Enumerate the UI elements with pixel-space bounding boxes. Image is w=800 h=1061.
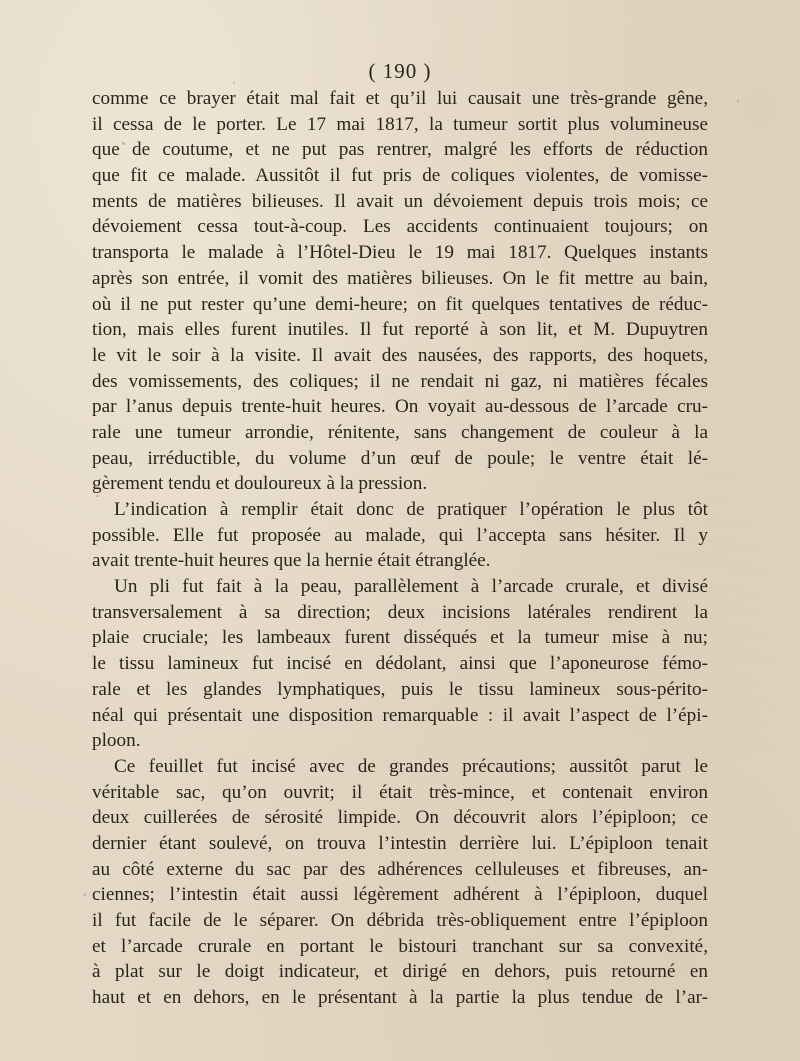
text-line: avait trente-huit heures que la hernie était étranglée. <box>92 550 491 572</box>
text-line: rale et les glandes lymphatiques, puis le tissu lamineux sous-périto- <box>92 678 708 700</box>
paper-speck <box>233 82 235 84</box>
text-line: que fit ce malade. Aussitôt il fut pris de coliques violentes, de vomisse- <box>92 165 708 187</box>
paper-speck <box>96 495 99 497</box>
paragraph-start-line: Ce feuillet fut incisé avec de grandes précautions; aussitôt parut le <box>114 755 708 777</box>
text-line: transporta le malade à l’Hôtel-Dieu le 19 mai 1817. Quelques instants <box>92 242 708 264</box>
paragraph-start-line: L’indication à remplir était donc de pratiquer l’opération le plus tôt <box>114 499 708 520</box>
text-line: transversalement à sa direction; deux incisions latérales rendirent la <box>92 601 708 623</box>
paper-speck <box>122 142 125 145</box>
text-line: après son entrée, il vomit des matières bilieuses. On le fit mettre au bain, <box>92 267 708 289</box>
text-line: néal qui présentait une disposition remarquable : il avait l’aspect de l’épi- <box>92 704 708 726</box>
text-line: dévoiement cessa tout-à-coup. Les accidents continuaient toujours; on <box>92 216 708 238</box>
text-line: des vomissements, des coliques; il ne rendait ni gaz, ni matières fécales <box>92 370 708 392</box>
text-line: au côté externe du sac par des adhérences celluleuses et fibreuses, an- <box>92 858 708 880</box>
text-line: tion, mais elles furent inutiles. Il fut reporté à son lit, et M. Dupuytren <box>92 319 708 341</box>
text-line: ments de matières bilieuses. Il avait un dévoiement depuis trois mois; ce <box>92 190 708 212</box>
text-line: où il ne put rester qu’une demi-heure; on fit quelques tentatives de réduc- <box>92 293 708 315</box>
text-line: à plat sur le doigt indicateur, et dirigé en dehors, puis retourné en <box>92 961 708 983</box>
text-line: comme ce brayer était mal fait et qu’il lui causait une très-grande gêne, <box>92 88 708 109</box>
text-line: par l’anus depuis trente-huit heures. On voyait au-dessous de l’arcade cru- <box>92 396 708 418</box>
text-line: le tissu lamineux fut incisé en dédolant, ainsi que l’aponeurose fémo- <box>92 653 708 675</box>
paper-speck <box>737 100 739 102</box>
text-line: il fut facile de le séparer. On débrida très-obliquement entre l’épiploon <box>92 910 708 931</box>
body-text <box>92 86 708 1011</box>
page-number: ( 190 ) <box>368 59 432 83</box>
text-line: gèrement tendu et douloureux à la pression. <box>92 473 428 495</box>
text-line: deux cuillerées de sérosité limpide. On découvrit alors l’épiploon; ce <box>92 807 708 829</box>
text-line: véritable sac, qu’on ouvrit; il était très-mince, et contenait environ <box>92 781 708 803</box>
text-line: il cessa de le porter. Le 17 mai 1817, la tumeur sortit plus volumineuse <box>92 113 708 135</box>
text-line: et l’arcade crurale en portant le bistouri tranchant sur sa convexité, <box>92 935 708 957</box>
text-line: ciennes; l’intestin était aussi légèrement adhérent à l’épiploon, duquel <box>92 884 708 906</box>
text-line: peau, irréductible, du volume d’un œuf de poule; le ventre était lé- <box>92 447 708 469</box>
paragraph-start-line: Un pli fut fait à la peau, parallèlement à l’arcade crurale, et divisé <box>114 576 708 598</box>
paper-speck <box>84 893 86 896</box>
text-line: dernier étant soulevé, on trouva l’intestin derrière lui. L’épiploon tenait <box>92 832 708 854</box>
text-line: que de coutume, et ne put pas rentrer, malgré les efforts de réduction <box>92 139 708 161</box>
text-line: plaie cruciale; les lambeaux furent disséqués et la tumeur mise à nu; <box>92 627 708 649</box>
text-line: le vit le soir à la visite. Il avait des nausées, des rapports, des hoquets, <box>92 344 708 366</box>
text-line: possible. Elle fut proposée au malade, qui l’accepta sans hésiter. Il y <box>92 524 708 546</box>
text-line: ploon. <box>92 730 141 752</box>
paper-speck <box>432 945 434 947</box>
text-line: haut et en dehors, en le présentant à la partie la plus tendue de l’ar- <box>92 987 708 1009</box>
text-line: rale une tumeur arrondie, rénitente, sans changement de couleur à la <box>92 421 708 443</box>
